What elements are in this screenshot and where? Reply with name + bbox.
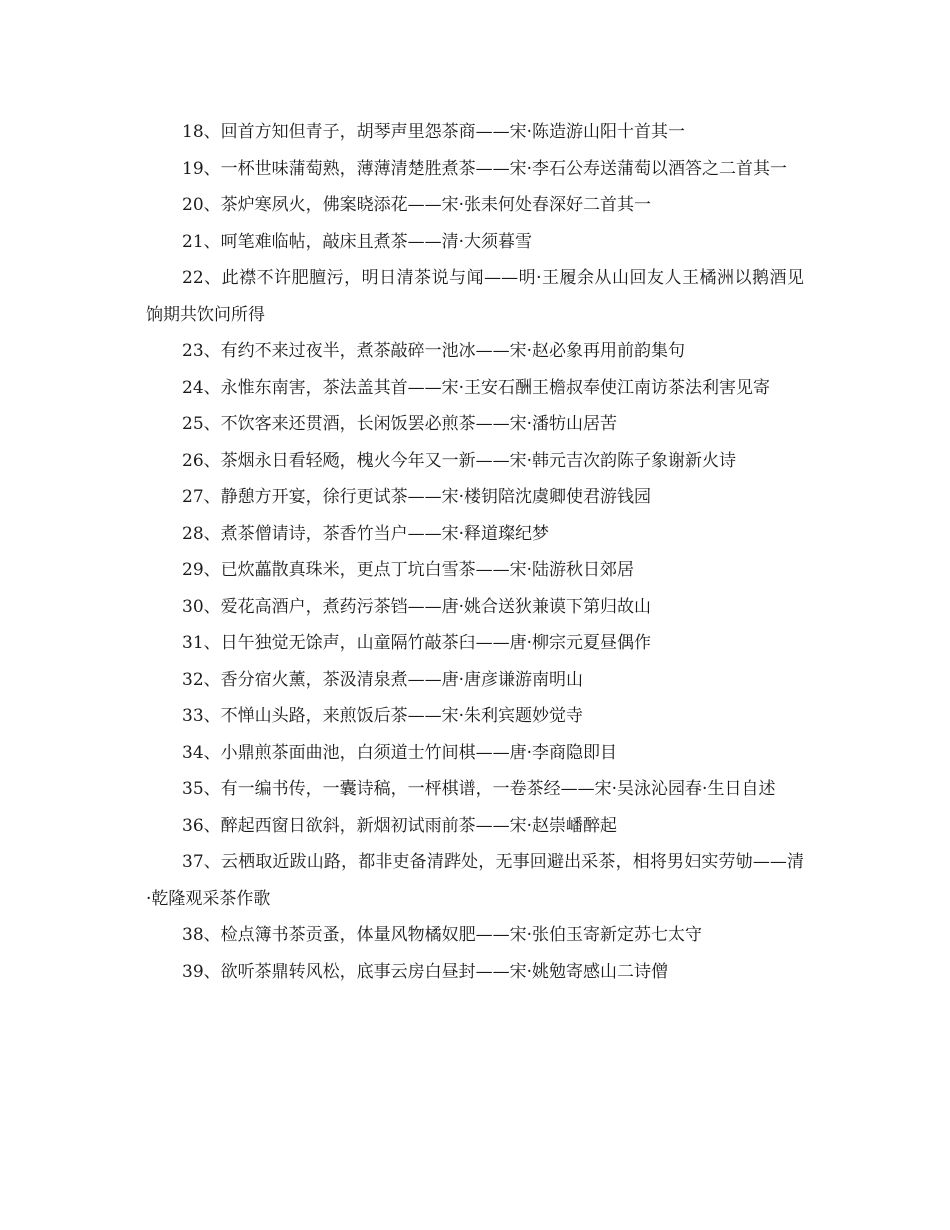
list-item: 31、日午独觉无馀声，山童隔竹敲茶臼——唐·柳宗元夏昼偶作 bbox=[182, 633, 652, 653]
list-item: 18、回首方知但青子，胡琴声里怨茶商——宋·陈造游山阳十首其一 bbox=[182, 122, 686, 142]
list-item: 37、云栖取近跋山路，都非吏备清跸处，无事回避出采茶，相将男妇实劳劬——清·乾隆观采茶作歌 bbox=[146, 852, 804, 909]
list-item: 19、一杯世味蒲萄熟，薄薄清楚胜煮茶——宋·李石公寿送蒲萄以酒答之二首其一 bbox=[182, 158, 788, 179]
poem-line-list bbox=[146, 114, 804, 990]
list-item: 25、不饮客来还贯酒，长闲饭罢必煎茶——宋·潘牥山居苦 bbox=[182, 414, 618, 434]
list-item: 23、有约不来过夜半，煮茶敲碎一池冰——宋·赵必象再用前韵集句 bbox=[182, 341, 686, 361]
list-item: 38、检点簿书茶贡蚤，体量风物橘奴肥——宋·张伯玉寄新定苏七太守 bbox=[182, 925, 703, 945]
list-item: 34、小鼎煎茶面曲池，白须道士竹间棋——唐·李商隐即目 bbox=[182, 742, 618, 763]
list-item: 32、香分宿火薰，茶汲清泉煮——唐·唐彦谦游南明山 bbox=[182, 669, 584, 690]
list-item: 21、呵笔难临帖，敲床且煮茶——清·大须暮雪 bbox=[182, 231, 533, 252]
list-item: 30、爱花高酒户，煮药污茶铛——唐·姚合送狄兼谟下第归故山 bbox=[182, 596, 652, 617]
list-item: 26、茶烟永日看轻飏，槐火今年又一新——宋·韩元吉次韵陈子象谢新火诗 bbox=[182, 450, 737, 471]
list-item: 20、茶炉寒夙火，佛案晓添花——宋·张耒何处春深好二首其一 bbox=[182, 195, 652, 215]
list-item: 28、煮茶僧请诗，茶香竹当户——宋·释道璨纪梦 bbox=[182, 523, 550, 544]
list-item: 27、静憩方开宴，徐行更试茶——宋·楼钥陪沈虞卿使君游钱园 bbox=[182, 487, 652, 507]
list-item: 29、已炊藟散真珠米，更点丁坑白雪茶——宋·陆游秋日郊居 bbox=[182, 560, 635, 580]
list-item: 24、永惟东南害，茶法盖其首——宋·王安石酬王檐叔奉使江南访茶法利害见寄 bbox=[182, 377, 771, 398]
list-item: 36、醉起西窗日欲斜，新烟初试雨前茶——宋·赵崇嶓醉起 bbox=[182, 815, 618, 836]
list-item: 35、有一编书传，一囊诗稿，一枰棋谱，一卷茶经——宋·吴泳沁园春·生日自述 bbox=[182, 779, 776, 799]
list-item: 22、此襟不许肥膻污，明日清茶说与闻——明·王履余从山回友人王橘洲以鹅酒见饷期共饮问所得 bbox=[146, 268, 804, 325]
list-item: 39、欲听茶鼎转风松，底事云房白昼封——宋·姚勉寄感山二诗僧 bbox=[182, 961, 669, 982]
list-item: 33、不惮山头路，来煎饭后茶——宋·朱利宾题妙觉寺 bbox=[182, 706, 584, 726]
